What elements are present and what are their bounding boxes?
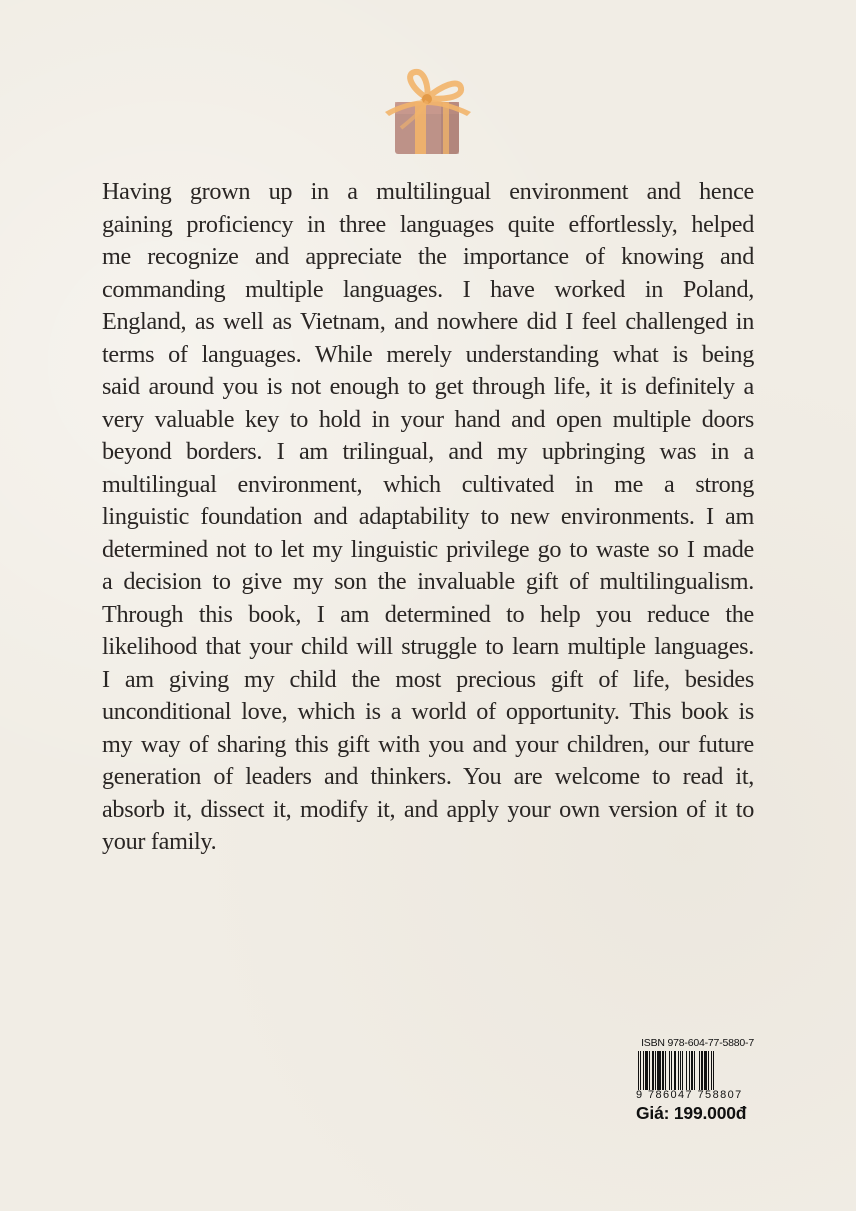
barcode-bar bbox=[645, 1051, 648, 1090]
text-line: absorb it, dissect it, modify it, and apply your own version of it to bbox=[102, 795, 754, 823]
isbn-label: ISBN 978-604-77-5880-7 bbox=[641, 1037, 754, 1049]
barcode-bar bbox=[643, 1051, 644, 1090]
barcode-bar bbox=[711, 1051, 712, 1090]
text-line: terms of languages. While merely understanding what is being bbox=[102, 340, 754, 368]
text-line: multilingual environment, which cultivated in me a strong bbox=[102, 470, 754, 498]
text-line: linguistic foundation and adaptability to new environments. I am bbox=[102, 503, 754, 530]
barcode-bar bbox=[708, 1051, 709, 1090]
text-line: England, as well as Vietnam, and nowhere did I feel challenged in bbox=[102, 308, 754, 335]
isbn-barcode-block bbox=[636, 1037, 754, 1124]
barcode-bar bbox=[665, 1051, 666, 1090]
barcode-bar bbox=[682, 1051, 683, 1090]
barcode-bar bbox=[655, 1051, 656, 1090]
barcode-bar bbox=[691, 1051, 693, 1090]
text-line: I am giving my child the most precious gift of life, besides bbox=[102, 665, 754, 693]
barcode-bar bbox=[678, 1051, 679, 1090]
barcode-bar bbox=[669, 1051, 670, 1090]
barcode-bar bbox=[649, 1051, 650, 1090]
barcode-bar bbox=[674, 1051, 676, 1090]
text-line: me recognize and appreciate the importance of knowing and bbox=[102, 243, 754, 270]
text-line: Through this book, I am determined to help you reduce the bbox=[102, 600, 754, 628]
barcode-bar bbox=[640, 1051, 641, 1090]
barcode-bar bbox=[694, 1051, 695, 1090]
text-line: Having grown up in a multilingual environment and hence bbox=[102, 178, 754, 205]
barcode-bar bbox=[699, 1051, 700, 1090]
gift-box-icon bbox=[381, 68, 475, 156]
barcode-bar bbox=[686, 1051, 687, 1090]
barcode-bar bbox=[713, 1051, 714, 1090]
barcode-bar bbox=[689, 1051, 690, 1090]
barcode-bar bbox=[701, 1051, 703, 1090]
text-line: a decision to give my son the invaluable gift of multilingualism. bbox=[102, 568, 754, 595]
back-cover-text bbox=[102, 176, 754, 859]
barcode-icon bbox=[636, 1051, 754, 1090]
text-line: your family. bbox=[102, 828, 217, 855]
barcode-bar bbox=[638, 1051, 639, 1090]
barcode-bar bbox=[657, 1051, 661, 1090]
gift-box-illustration bbox=[381, 68, 475, 156]
barcode-bar bbox=[662, 1051, 664, 1090]
text-line: commanding multiple languages. I have worked in Poland, bbox=[102, 275, 754, 303]
text-line: said around you is not enough to get through life, it is definitely a bbox=[102, 373, 754, 400]
text-line: very valuable key to hold in your hand and open multiple doors bbox=[102, 405, 754, 433]
text-line: generation of leaders and thinkers. You are welcome to read it, bbox=[102, 763, 754, 790]
text-line: unconditional love, which is a world of opportunity. This book is bbox=[102, 698, 754, 725]
text-line: gaining proficiency in three languages quite effortlessly, helped bbox=[102, 210, 754, 238]
barcode-bar bbox=[652, 1051, 654, 1090]
text-line: my way of sharing this gift with you and your children, our future bbox=[102, 730, 754, 758]
text-line: determined not to let my linguistic privilege go to waste so I made bbox=[102, 535, 754, 563]
price-label: Giá: 199.000đ bbox=[636, 1103, 747, 1123]
barcode-bar bbox=[680, 1051, 681, 1090]
text-line: beyond borders. I am trilingual, and my upbringing was in a bbox=[102, 438, 754, 465]
barcode-digits: 9 786047 758807 bbox=[636, 1089, 743, 1101]
barcode-bar bbox=[704, 1051, 707, 1090]
barcode-bar bbox=[671, 1051, 672, 1090]
text-line: likelihood that your child will struggle to learn multiple languages. bbox=[102, 633, 754, 660]
